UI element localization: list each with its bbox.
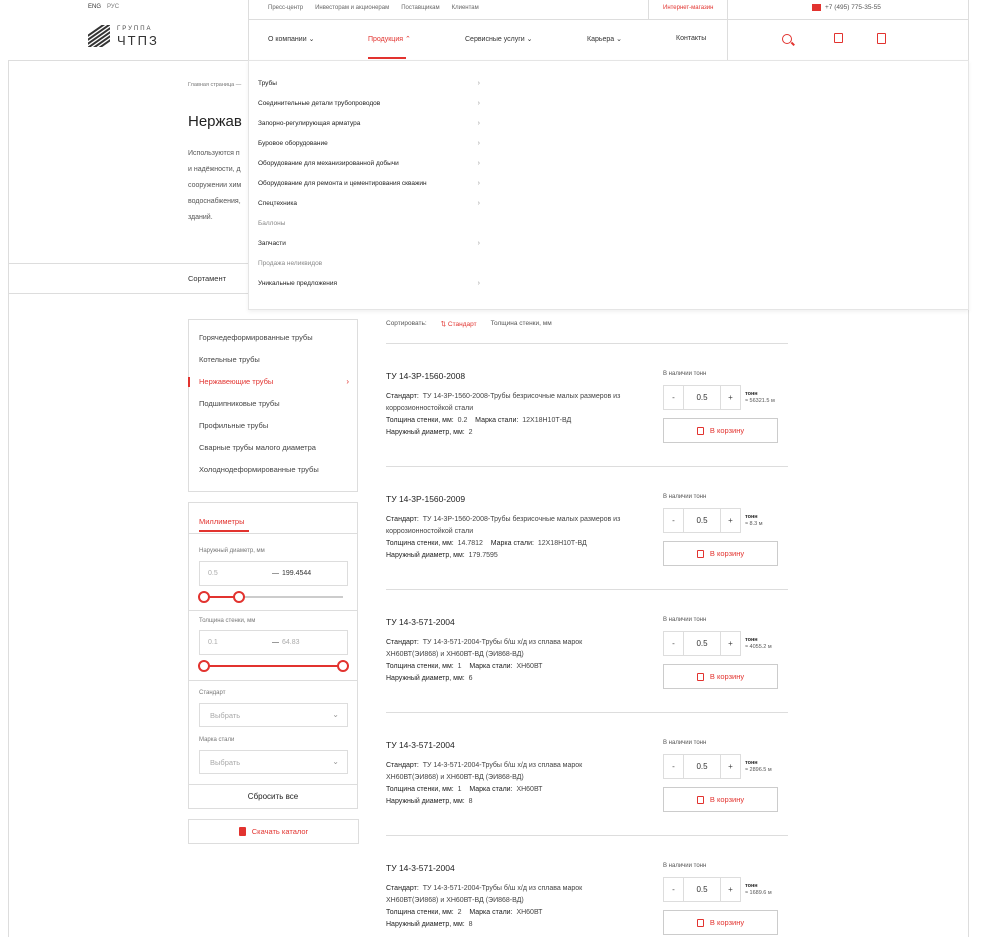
- decrement-button[interactable]: -: [672, 639, 675, 648]
- increment-button[interactable]: +: [728, 885, 733, 894]
- add-to-cart-button[interactable]: В корзину: [663, 910, 778, 935]
- divider: [648, 0, 649, 19]
- divider: [386, 835, 788, 836]
- outer-diameter-slider[interactable]: [204, 596, 343, 598]
- category-item[interactable]: Котельные трубы: [199, 355, 260, 364]
- lang-eng[interactable]: ENG: [88, 4, 102, 10]
- menu-item[interactable]: Спецтехника ›: [258, 200, 480, 207]
- stock-label: В наличии тонн: [663, 371, 707, 377]
- slider-fill: [204, 665, 343, 667]
- add-to-cart-button[interactable]: В корзину: [663, 664, 778, 689]
- logo[interactable]: [88, 25, 159, 47]
- language-switcher: [88, 4, 125, 10]
- nav-about[interactable]: О компании ⌄: [268, 36, 315, 43]
- phone-number: +7 (495) 775-35-55: [825, 4, 881, 11]
- category-item[interactable]: Холоднодеформированные трубы: [199, 465, 319, 474]
- unit-info: тонн ≈ 1689.6 м: [745, 883, 772, 896]
- divider: [189, 610, 357, 611]
- standard-select[interactable]: Выбрать ⌄: [199, 703, 348, 727]
- cart-icon: [697, 796, 704, 804]
- menu-item[interactable]: Буровое оборудование ›: [258, 140, 480, 147]
- category-item[interactable]: Сварные трубы малого диаметра: [199, 443, 316, 452]
- menu-item[interactable]: Оборудование для ремонта и цементирования скважин ›: [258, 180, 480, 187]
- increment-button[interactable]: +: [728, 639, 733, 648]
- wall-thickness-label: Толщина стенки, мм: [199, 618, 256, 624]
- envelope-icon: [812, 4, 821, 11]
- nav-active-indicator: [368, 57, 406, 59]
- product-card: [386, 837, 788, 937]
- chevron-down-icon: ⌄: [616, 36, 623, 43]
- chevron-right-icon: ›: [477, 240, 480, 247]
- top-link-press[interactable]: Пресс-центр: [268, 5, 304, 11]
- logo-mark-icon: [88, 25, 110, 47]
- divider: [8, 263, 248, 264]
- quantity-input[interactable]: 0.5: [683, 386, 721, 409]
- tab-millimeters[interactable]: Миллиметры: [199, 517, 245, 526]
- wall-thickness-range-input[interactable]: 0.1 — 64.83: [199, 630, 348, 655]
- cart-icon[interactable]: [834, 33, 843, 43]
- divider: [189, 533, 357, 534]
- page-title: Нержав: [188, 113, 242, 130]
- lang-rus[interactable]: РУС: [107, 4, 120, 10]
- top-link-clients[interactable]: Клиентам: [451, 5, 479, 11]
- product-title[interactable]: ТУ 14-3Р-1560-2008: [386, 371, 466, 381]
- divider: [189, 680, 357, 681]
- sort-label: Сортировать:: [386, 320, 427, 327]
- filter-panel: [188, 502, 358, 809]
- quantity-stepper[interactable]: [663, 385, 741, 410]
- quantity-stepper[interactable]: [663, 508, 741, 533]
- slider-handle-min[interactable]: [198, 660, 210, 672]
- chevron-right-icon: ›: [477, 120, 480, 127]
- product-title[interactable]: ТУ 14-3Р-1560-2009: [386, 494, 466, 504]
- menu-item[interactable]: Запчасти ›: [258, 240, 480, 247]
- product-card: [386, 468, 788, 591]
- top-links: [268, 5, 479, 11]
- quantity-stepper[interactable]: [663, 877, 741, 902]
- slider-handle-max[interactable]: [233, 591, 245, 603]
- category-item-active[interactable]: Нержавеющие трубы: [199, 377, 274, 386]
- divider: [386, 343, 788, 344]
- nav-products[interactable]: Продукция ⌃: [368, 36, 411, 43]
- product-specs: Стандарт: ТУ 14-3Р-1560-2008-Трубы безрисочные малых размеров из коррозионностойкой стали Толщина стенки, мм: 0.2 Марка стали: 12Х18Н10Т-ВД Наружный диаметр, мм: 2: [386, 393, 621, 436]
- product-card: [386, 345, 788, 468]
- divider: [8, 293, 248, 294]
- category-item[interactable]: Профильные трубы: [199, 421, 269, 430]
- sort-bar: [386, 320, 552, 328]
- logo-caption: ГРУППА: [117, 25, 153, 32]
- quantity-stepper[interactable]: [663, 631, 741, 656]
- nav-services[interactable]: Сервисные услуги ⌄: [465, 36, 533, 43]
- divider: [386, 466, 788, 467]
- logo-name: ЧТПЗ: [117, 32, 159, 48]
- product-title[interactable]: ТУ 14-3-571-2004: [386, 740, 455, 750]
- outer-diameter-label: Наружный диаметр, мм: [199, 548, 265, 554]
- unit-info: тонн ≈ 56321.5 м: [745, 391, 775, 404]
- outer-diameter-range-input[interactable]: 0.5 — 199.4544: [199, 561, 348, 586]
- cart-icon: [697, 919, 704, 927]
- header-divider: [248, 19, 969, 20]
- tab-assortment[interactable]: Сортамент: [188, 274, 227, 283]
- intro-text: Используются п и надёжности, д сооружении хим водоснабжения, зданий.: [188, 150, 242, 221]
- add-to-cart-button[interactable]: В корзину: [663, 787, 778, 812]
- chevron-down-icon: ⌄: [526, 36, 533, 43]
- nav-career[interactable]: Карьера ⌄: [587, 36, 623, 43]
- sort-by-wall[interactable]: Толщина стенки, мм: [490, 320, 552, 327]
- add-to-cart-button[interactable]: В корзину: [663, 418, 778, 443]
- product-card: [386, 714, 788, 837]
- stock-label: В наличии тонн: [663, 863, 707, 869]
- increment-button[interactable]: +: [728, 516, 733, 525]
- slider-handle-max[interactable]: [337, 660, 349, 672]
- chevron-up-icon: ⌃: [404, 36, 411, 43]
- quantity-input[interactable]: 0.5: [683, 509, 721, 532]
- steel-grade-label: Марка стали: [199, 737, 235, 743]
- chevron-right-icon: ›: [477, 160, 480, 167]
- chevron-right-icon: ›: [477, 280, 480, 287]
- product-specs: Стандарт: ТУ 14-3-571-2004-Трубы б/ш х/д из сплава марок ХН60ВТ(ЭИ868) и ХН60ВТ-ВД (ЭИ868-ВД) Толщина стенки, мм: 1 Марка стали: ХН60ВТ Наружный диаметр, мм: 6: [386, 639, 583, 682]
- request-icon[interactable]: [877, 33, 886, 44]
- chevron-right-icon: ›: [477, 180, 480, 187]
- product-title[interactable]: ТУ 14-3-571-2004: [386, 617, 455, 627]
- chevron-right-icon: ›: [346, 377, 349, 386]
- product-specs: Стандарт: ТУ 14-3-571-2004-Трубы б/ш х/д из сплава марок ХН60ВТ(ЭИ868) и ХН60ВТ-ВД (ЭИ868-ВД) Толщина стенки, мм: 1 Марка стали: ХН60ВТ Наружный диаметр, мм: 8: [386, 762, 583, 805]
- reset-filters-button[interactable]: Сбросить все: [189, 784, 357, 808]
- decrement-button[interactable]: -: [672, 885, 675, 894]
- quantity-input[interactable]: 0.5: [683, 878, 721, 901]
- breadcrumb[interactable]: Главная страница —: [188, 82, 242, 88]
- quantity-stepper[interactable]: [663, 754, 741, 779]
- online-shop-link[interactable]: Интернет-магазин: [663, 5, 714, 11]
- increment-button[interactable]: +: [728, 393, 733, 402]
- standard-label: Стандарт: [199, 690, 226, 696]
- category-list: [188, 319, 358, 492]
- chevron-down-icon: ⌄: [332, 710, 339, 719]
- category-item[interactable]: Подшипниковые трубы: [199, 399, 280, 408]
- product-card: [386, 591, 788, 714]
- divider: [8, 60, 248, 61]
- product-specs: Стандарт: ТУ 14-3-571-2004-Трубы б/ш х/д из сплава марок ХН60ВТ(ЭИ868) и ХН60ВТ-ВД (ЭИ868-ВД) Толщина стенки, мм: 2 Марка стали: ХН60ВТ Наружный диаметр, мм: 8: [386, 885, 583, 928]
- product-specs: Стандарт: ТУ 14-3Р-1560-2008-Трубы безрисочные малых размеров из коррозионностойкой стали Толщина стенки, мм: 14.7812 Марка стали: 12Х18Н10Т-ВД Наружный диаметр, мм: 179.7595: [386, 516, 621, 559]
- decrement-button[interactable]: -: [672, 762, 675, 771]
- stock-label: В наличии тонн: [663, 617, 707, 623]
- add-to-cart-button[interactable]: В корзину: [663, 541, 778, 566]
- category-item[interactable]: Горячедеформированные трубы: [199, 333, 313, 342]
- chevron-right-icon: ›: [477, 100, 480, 107]
- cart-icon: [697, 673, 704, 681]
- divider: [727, 0, 728, 60]
- stock-label: В наличии тонн: [663, 494, 707, 500]
- unit-info: тонн ≈ 8.3 м: [745, 514, 763, 527]
- menu-item[interactable]: Трубы ›: [258, 80, 480, 87]
- active-indicator: [188, 377, 190, 387]
- unit-info: тонн ≈ 4055.2 м: [745, 637, 772, 650]
- chevron-down-icon: ⌄: [308, 36, 315, 43]
- search-icon[interactable]: [782, 34, 792, 44]
- cart-icon: [697, 427, 704, 435]
- sort-by-standard[interactable]: ⇅ Стандарт: [440, 321, 477, 328]
- menu-item[interactable]: Запорно-регулирующая арматура ›: [258, 120, 480, 127]
- quantity-input[interactable]: 0.5: [683, 632, 721, 655]
- products-dropdown-menu: [248, 60, 969, 310]
- chevron-down-icon: ⌄: [332, 757, 339, 766]
- divider: [386, 712, 788, 713]
- wall-thickness-slider[interactable]: [204, 665, 343, 667]
- cart-icon: [697, 550, 704, 558]
- menu-item[interactable]: Соединительные детали трубопроводов ›: [258, 100, 480, 107]
- menu-item[interactable]: Оборудование для механизированной добычи ›: [258, 160, 480, 167]
- divider: [386, 589, 788, 590]
- unit-info: тонн ≈ 2896.5 м: [745, 760, 772, 773]
- decrement-button[interactable]: -: [672, 393, 675, 402]
- nav-contacts[interactable]: Контакты: [676, 35, 707, 42]
- document-icon: [239, 827, 246, 836]
- decrement-button[interactable]: -: [672, 516, 675, 525]
- chevron-right-icon: ›: [477, 140, 480, 147]
- menu-item[interactable]: Уникальные предложения ›: [258, 280, 480, 287]
- stock-label: В наличии тонн: [663, 740, 707, 746]
- quantity-input[interactable]: 0.5: [683, 755, 721, 778]
- product-title[interactable]: ТУ 14-3-571-2004: [386, 863, 455, 873]
- top-link-suppliers[interactable]: Поставщикам: [401, 5, 440, 11]
- top-link-investors[interactable]: Инвесторам и акционерам: [315, 5, 390, 11]
- chevron-right-icon: ›: [477, 200, 480, 207]
- menu-item[interactable]: Продажа неликвидов: [258, 260, 323, 267]
- slider-handle-min[interactable]: [198, 591, 210, 603]
- steel-grade-select[interactable]: Выбрать ⌄: [199, 750, 348, 774]
- menu-item[interactable]: Баллоны: [258, 220, 286, 227]
- download-catalog-button[interactable]: Скачать каталог: [188, 819, 359, 844]
- tab-active-indicator: [199, 530, 249, 532]
- chevron-right-icon: ›: [477, 80, 480, 87]
- phone-contact[interactable]: [812, 4, 881, 11]
- increment-button[interactable]: +: [728, 762, 733, 771]
